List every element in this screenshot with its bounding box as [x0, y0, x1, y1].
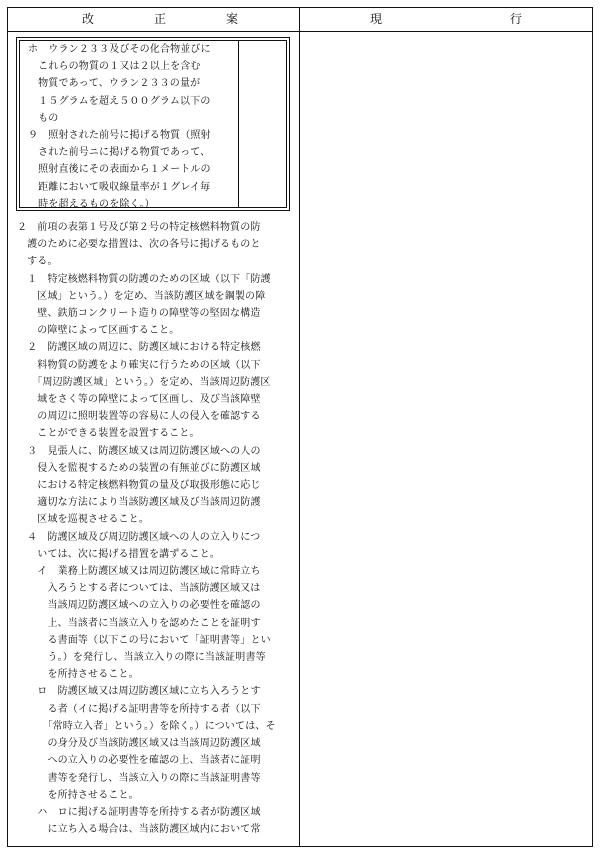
body-line: る書面等（以下この号において「証明書等」とい: [17, 634, 271, 646]
body-line: 壁、鉄筋コンクリート造りの障壁等の堅固な構造: [17, 308, 261, 320]
body-line: を所持させること。: [17, 669, 139, 681]
body-line: ４ 防護区域及び周辺防護区域への人の立入りにつ: [17, 531, 261, 543]
right-column-header: [300, 7, 593, 32]
body-line: を所持させること。: [17, 789, 139, 801]
body-line: 域をさく等の障壁によって区画し、及び当該障壁: [17, 394, 261, 406]
body-line: る者（イに掲げる証明書等を所持する者（以下: [17, 703, 261, 715]
body-line: 護のために必要な措置は、次の各号に掲げるものと: [17, 239, 261, 251]
left-column-header: [7, 7, 299, 32]
body-line: における特定核燃料物質の量及び取扱形態に応じ: [17, 480, 261, 492]
body-line: 書等を発行し、当該立入りの際に当該証明書等: [17, 772, 261, 784]
left-title-char-1: 改: [82, 12, 95, 26]
box-line: 時を超えるものを除く。）: [28, 198, 155, 210]
box-line: 物質であって、ウラン２３３の量が: [28, 78, 201, 90]
box-line: 距離において吸収線量率が１グレイ毎: [28, 181, 211, 193]
box-line: １５グラムを超え５００グラム以下の: [28, 95, 211, 107]
body-line: 「周辺防護区域」という。）を定め、当該周辺防護区: [17, 376, 271, 388]
body-line: 当該周辺防護区域への立入りの必要性を確認の: [17, 600, 261, 612]
body-line: 侵入を監視するための装置の有無並びに防護区域: [17, 462, 261, 474]
box-line: もの: [28, 112, 59, 124]
body-line: 上、当該者に当該立入りを認めたことを証明す: [17, 617, 261, 629]
box-text: [28, 41, 211, 213]
body-line: に立ち入る場合は、当該防護区域内において常: [17, 824, 261, 836]
body-line: への立入りの必要性を確認の上、当該者に証明: [17, 755, 261, 767]
column-divider: [299, 7, 300, 847]
body-line: 料物質の防護をより確実に行うための区域（以下: [17, 359, 261, 371]
body-line: の周辺に照明装置等の容易に人の侵入を確認する: [17, 411, 261, 423]
box-line: ホ ウラン２３３及びその化合物並びに: [28, 44, 211, 55]
body-line: ことができる装置を設置すること。: [17, 428, 200, 440]
right-title-char-2: 行: [510, 12, 523, 26]
body-line: ハ ロに掲げる証明書等を所持する者が防護区域: [17, 806, 261, 818]
body-line: する。: [17, 256, 58, 268]
table-box-divider: [238, 40, 239, 208]
left-title-char-3: 案: [226, 12, 239, 26]
box-line: 照射直後にその表面から１メートルの: [28, 164, 211, 176]
body-line: の障壁によって区画すること。: [17, 325, 180, 337]
body-line: １ 特定核燃料物質の防護のための区域（以下「防護: [17, 273, 271, 285]
body-line: 入ろうとする者については、当該防護区域又は: [17, 583, 261, 595]
box-line: された前号ニに掲げる物質であって、: [28, 147, 211, 159]
body-line: ２ 防護区域の周辺に、防護区域における特定核燃: [17, 342, 261, 354]
body-line: の身分及び当該防護区域又は当該周辺防護区域: [17, 738, 261, 750]
body-line: いては、次に掲げる措置を講ずること。: [17, 548, 220, 560]
body-line: 区域」という。）を定め、当該防護区域を鋼製の障: [17, 290, 266, 302]
body-line: ２ 前項の表第１号及び第２号の特定核燃料物質の防: [17, 222, 261, 233]
right-title-char-1: 現: [370, 12, 383, 26]
left-title-char-2: 正: [154, 12, 167, 26]
body-line: 区域を巡視させること。: [17, 514, 149, 526]
article-text: [17, 219, 276, 838]
box-line: これらの物質の１又は２以上を含む: [28, 61, 201, 73]
body-line: ３ 見張人に、防護区域又は周辺防護区域への人の: [17, 445, 261, 457]
body-line: 「常時立入者」という。）を除く。）については、そ: [17, 720, 276, 732]
body-line: ロ 防護区域又は周辺防護区域に立ち入ろうとす: [17, 686, 261, 698]
body-line: う。）を発行し、当該立入りの際に当該証明書等: [17, 652, 266, 664]
body-line: イ 業務上防護区域又は周辺防護区域に常時立ち: [17, 566, 261, 578]
body-line: 適切な方法により当該防護区域及び当該周辺防護: [17, 497, 261, 509]
box-line: ９ 照射された前号に掲げる物質（照射: [28, 130, 211, 142]
